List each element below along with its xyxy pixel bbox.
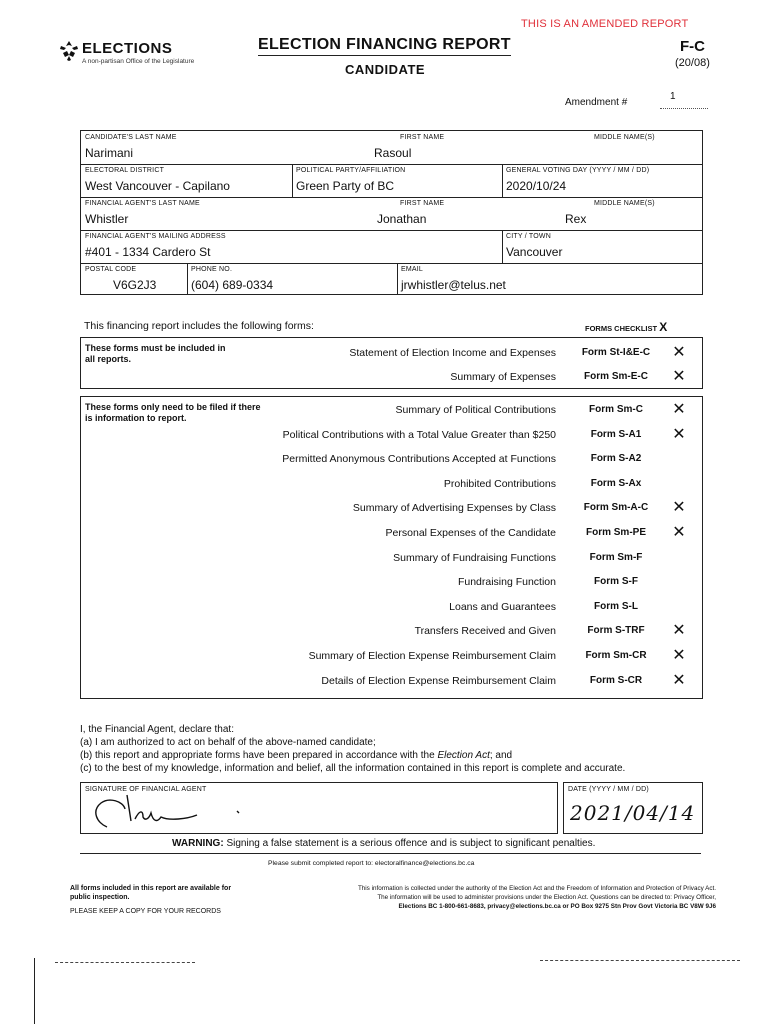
form-code: Form S-TRF [587, 625, 645, 637]
form-row [81, 499, 702, 520]
elections-logo [58, 38, 248, 68]
form-row [81, 368, 702, 389]
agent-last-name-field[interactable]: Whistler [85, 212, 129, 226]
form-name: Personal Expenses of the Candidate [385, 527, 556, 539]
form-row [81, 671, 702, 693]
declaration-b-post: ; and [489, 750, 513, 761]
declaration-c: (c) to the best of my knowledge, information and belief, all the information contained in this report is complete and accurate. [80, 763, 626, 774]
city-field[interactable]: Vancouver [506, 245, 563, 259]
declaration-b [80, 749, 710, 762]
amendment-value[interactable]: 1 [670, 91, 676, 102]
keep-copy-note: PLEASE KEEP A COPY FOR YOUR RECORDS [70, 908, 221, 915]
form-checkbox[interactable]: ✕ [672, 622, 686, 640]
candidate-middle-name-label: MIDDLE NAME(S) [594, 134, 655, 141]
form-name: Details of Election Expense Reimbursement Claim [321, 674, 556, 687]
declaration-b-pre: (b) this report and appropriate forms have been prepared in accordance with the [80, 750, 438, 761]
declaration-b-act: Election Act [437, 750, 490, 761]
form-code: Form Sm-F [589, 551, 643, 563]
required-forms-box [80, 337, 703, 389]
privacy-line-2: The information will be used to administer provisions under the Election Act. Questions can be directed to: Privacy Officer, [377, 894, 716, 901]
form-checkbox[interactable]: ✕ [672, 425, 686, 443]
amendment-label: Amendment # [565, 97, 628, 108]
party-field[interactable]: Green Party of BC [296, 179, 395, 193]
voting-day-field[interactable]: 2020/10/24 [506, 179, 567, 193]
form-name: Summary of Advertising Expenses by Class [352, 502, 556, 515]
privacy-notice [256, 884, 716, 911]
logo-text: ELECTIONS [82, 40, 173, 57]
forms-intro: This financing report includes the following forms: [84, 320, 314, 332]
district-label: ELECTORAL DISTRICT [85, 167, 165, 174]
form-checkbox[interactable]: ✕ [672, 401, 686, 418]
optional-forms-box [80, 396, 703, 699]
email-label: EMAIL [401, 266, 424, 273]
agent-address-field[interactable]: #401 - 1334 Cardero St [85, 245, 211, 259]
form-row [81, 401, 702, 422]
form-name: Political Contributions with a Total Value Greater than $250 [282, 428, 556, 441]
postal-field[interactable]: V6G2J3 [113, 278, 157, 292]
form-code: Form S-CR [589, 674, 643, 686]
privacy-line-1: This information is collected under the authority of the Election Act and the Freedom of Information and Protection of Privacy Act. [357, 885, 716, 892]
form-row [81, 453, 702, 471]
party-label: POLITICAL PARTY/AFFILIATION [296, 167, 406, 174]
form-row [81, 552, 702, 570]
agent-address-label: FINANCIAL AGENT'S MAILING ADDRESS [85, 233, 226, 240]
form-row [81, 647, 702, 668]
form-row [81, 478, 702, 496]
agent-first-name-label: FIRST NAME [400, 200, 445, 207]
candidate-last-name-field[interactable]: Narimani [85, 146, 134, 160]
forms-checklist-text: FORMS CHECKLIST [585, 324, 658, 333]
date-field[interactable]: 2021/04/14 [570, 801, 696, 825]
warning-label: WARNING: [172, 838, 224, 849]
district-field[interactable]: West Vancouver - Capilano [85, 179, 230, 193]
form-code: Form Sm-E-C [584, 371, 648, 382]
form-row [81, 576, 702, 594]
form-row [81, 524, 702, 545]
date-label: DATE (YYYY / MM / DD) [568, 786, 649, 793]
form-checkbox[interactable]: ✕ [672, 499, 686, 517]
form-name: Fundraising Function [457, 576, 556, 589]
report-subtitle: CANDIDATE [345, 62, 426, 77]
candidate-last-name-label: CANDIDATE'S LAST NAME [85, 134, 177, 141]
form-checkbox[interactable]: ✕ [672, 344, 686, 361]
declaration [80, 723, 710, 775]
form-name: Summary of Election Expense Reimbursement Claim [308, 650, 556, 662]
form-checkbox[interactable]: ✕ [672, 671, 686, 689]
form-checkbox[interactable]: ✕ [672, 368, 686, 385]
agent-middle-name-field[interactable]: Rex [565, 212, 587, 226]
form-row [81, 601, 702, 619]
form-name: Summary of Political Contributions [395, 404, 556, 416]
form-checkbox[interactable]: ✕ [672, 647, 686, 664]
signature-label: SIGNATURE OF FINANCIAL AGENT [85, 786, 207, 793]
candidate-first-name-field[interactable]: Rasoul [374, 146, 412, 160]
declaration-intro: I, the Financial Agent, declare that: [80, 724, 234, 735]
date-box[interactable] [563, 782, 703, 834]
form-name: Statement of Election Income and Expenses [349, 347, 556, 359]
declaration-a: (a) I am authorized to act on behalf of the above-named candidate; [80, 737, 376, 748]
required-forms-label: These forms must be included in all reports. [85, 343, 226, 364]
form-code: Form Sm-PE [585, 527, 646, 538]
form-name: Summary of Fundraising Functions [393, 551, 556, 564]
elections-logo-icon [58, 40, 80, 62]
logo-subtitle: A non-partisan Office of the Legislature [82, 58, 195, 65]
form-code: Form S-A1 [590, 428, 642, 440]
form-name: Loans and Guarantees [449, 600, 556, 613]
form-row [81, 622, 702, 643]
form-code: Form St-I&E-C [581, 347, 651, 358]
public-inspection-note: All forms included in this report are available for public inspection. [70, 885, 232, 901]
forms-checklist-mark: X [659, 320, 668, 334]
form-code: Form Sm-C [589, 404, 643, 415]
signature-scribble-icon [87, 791, 277, 833]
forms-checklist-label [585, 320, 667, 334]
agent-first-name-field[interactable]: Jonathan [377, 212, 427, 226]
form-row [81, 425, 702, 447]
phone-field[interactable]: (604) 689-0334 [191, 278, 274, 292]
form-code: Form S-A2 [590, 453, 642, 465]
agent-middle-name-label: MIDDLE NAME(S) [594, 200, 655, 207]
form-name: Permitted Anonymous Contributions Accepted at Functions [282, 453, 556, 466]
warning-text: Signing a false statement is a serious offence and is subject to significant penalties. [226, 838, 596, 849]
form-code: F-C [680, 38, 705, 55]
privacy-line-3: Elections BC 1-800-661-8683, privacy@elections.bc.ca or PO Box 9275 Stn Prov Govt Victoria BC V8W 9J6 [398, 903, 716, 910]
form-name: Transfers Received and Given [414, 625, 556, 638]
warning [172, 838, 595, 849]
amended-notice: THIS IS AN AMENDED REPORT [521, 18, 689, 30]
candidate-first-name-label: FIRST NAME [400, 134, 445, 141]
form-code: Form S-L [594, 600, 638, 612]
agent-last-name-label: FINANCIAL AGENT'S LAST NAME [85, 200, 200, 207]
report-title: ELECTION FINANCING REPORT [258, 36, 511, 56]
signature-box[interactable] [80, 782, 558, 834]
form-row [81, 344, 702, 365]
postal-label: POSTAL CODE [85, 266, 137, 273]
optional-forms-label: These forms only need to be filed if there is information to report. [85, 402, 261, 423]
email-field[interactable]: jrwhistler@telus.net [401, 278, 506, 292]
form-version: (20/08) [675, 57, 710, 69]
form-code: Form Sm-CR [585, 650, 647, 661]
submit-note: Please submit completed report to: electoralfinance@elections.bc.ca [268, 860, 475, 867]
form-code: Form Sm-A-C [583, 502, 649, 514]
amendment-line [660, 108, 708, 109]
city-label: CITY / TOWN [506, 233, 551, 240]
info-box [80, 130, 703, 295]
phone-label: PHONE NO. [191, 266, 233, 273]
form-name: Summary of Expenses [450, 371, 556, 383]
form-checkbox[interactable]: ✕ [672, 524, 686, 541]
form-code: Form S-Ax [590, 477, 642, 489]
voting-day-label: GENERAL VOTING DAY (YYYY / MM / DD) [506, 167, 650, 174]
form-code: Form S-F [594, 576, 638, 588]
form-name: Prohibited Contributions [443, 477, 556, 490]
